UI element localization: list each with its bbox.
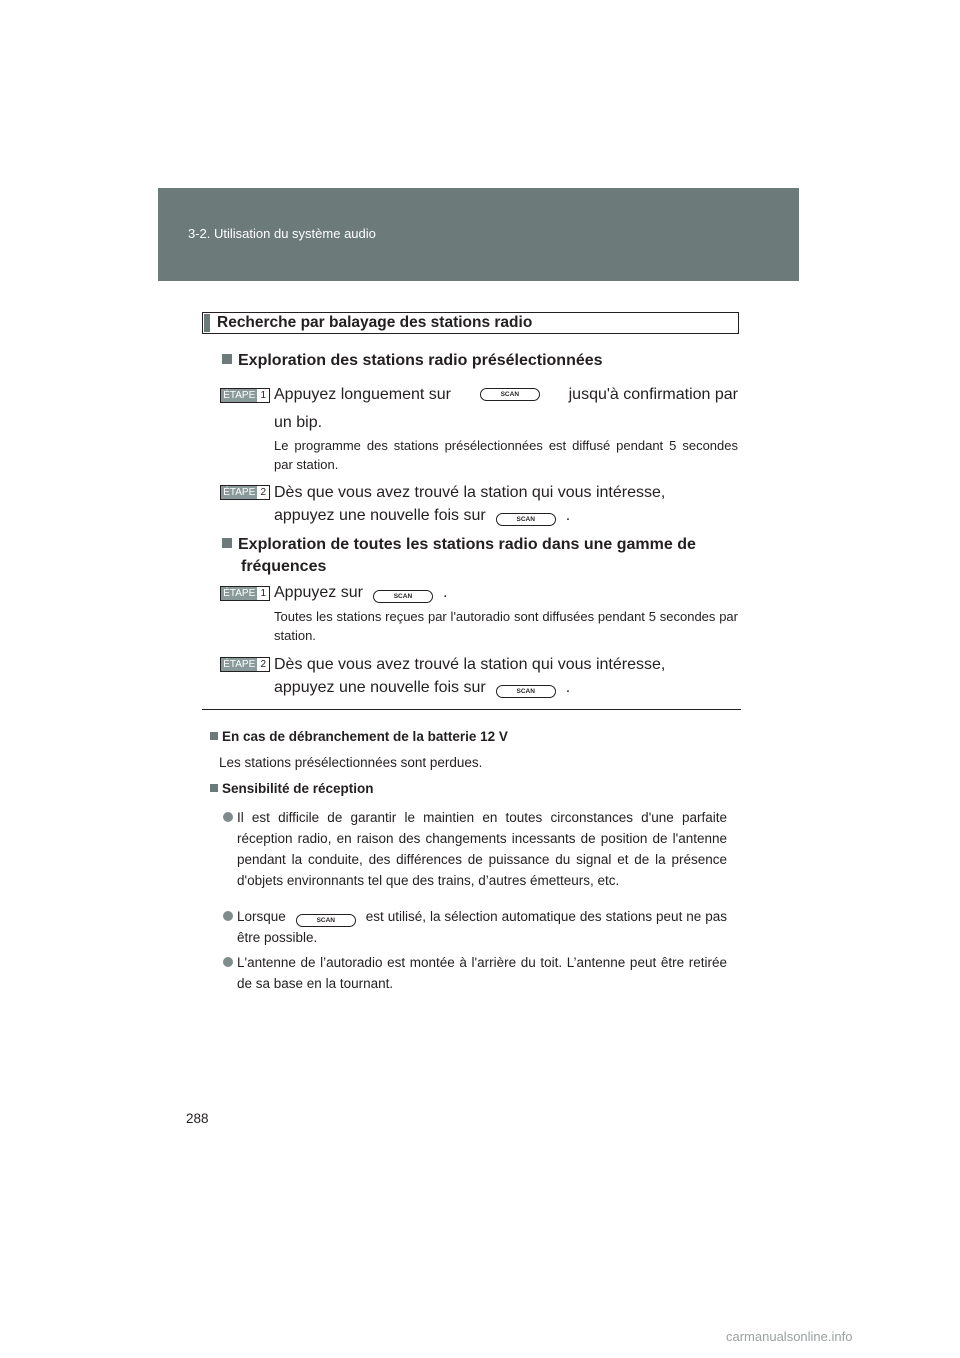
list-item: L'antenne de l’autoradio est montée à l'arrière du toit. L’antenne peut être retirée de sa base en la tournant.: [223, 952, 727, 994]
step-instruction: Dès que vous avez trouvé la station qui vous intéresse, appuyez une nouvelle fois sur SCAN .: [274, 484, 666, 524]
chapter-header: [158, 188, 799, 281]
section-title-bar: [204, 314, 210, 332]
watermark: carmanualsonline.info: [726, 1329, 853, 1344]
section-title: [202, 312, 739, 334]
info-title-battery: En cas de débranchement de la batterie 12 V: [210, 727, 508, 746]
round-bullet-icon: [223, 957, 233, 967]
square-bullet-icon: [222, 538, 232, 548]
section-title-text: Recherche par balayage des stations radio: [217, 314, 533, 331]
breadcrumb: 3-2. Utilisation du système audio: [188, 226, 376, 241]
info-title-sensitivity: Sensibilité de réception: [210, 779, 374, 798]
page-number: 288: [186, 1111, 209, 1126]
round-bullet-icon: [223, 812, 233, 822]
step-instruction: Appuyez sur SCAN .: [274, 584, 448, 601]
scan-button-icon: SCAN: [296, 914, 356, 927]
step-badge: ÉTAPE 1: [220, 388, 270, 403]
section-divider: [202, 709, 741, 710]
list-item: Lorsque SCAN est utilisé, la sélection automatique des stations peut ne pas être possible.: [223, 906, 727, 948]
step-badge: ÉTAPE 2: [220, 485, 270, 500]
step-note: Le programme des stations présélectionnées est diffusé pendant 5 secondes par station.: [274, 438, 738, 472]
scan-button-icon: SCAN: [496, 513, 556, 526]
subheading-band-scan: Exploration de toutes les stations radio dans une gamme de fréquences: [222, 534, 740, 578]
step-instruction: Dès que vous avez trouvé la station qui vous intéresse, appuyez une nouvelle fois sur SCAN .: [274, 656, 666, 696]
step-badge: ÉTAPE 1: [220, 586, 270, 601]
step-instruction: Appuyez longuement sur SCAN jusqu'à confirmation par un bip.: [274, 386, 738, 431]
scan-button-icon: SCAN: [480, 388, 540, 401]
subheading-preset-scan: Exploration des stations radio présélectionnées: [222, 350, 603, 372]
list-item: Il est difficile de garantir le maintien en toutes circonstances d'une parfaite réception radio, en raison des changements incessants de position de l'antenne pendant la conduite, des différences de puissance du signal et de la présence d'objets environnants tel que des trains, d’autres émetteurs, etc.: [223, 807, 727, 891]
step-note: Toutes les stations reçues par l'autoradio sont diffusées pendant 5 secondes par station.: [274, 609, 738, 643]
step-badge: ÉTAPE 2: [220, 657, 270, 672]
info-text-battery: Les stations présélectionnées sont perdues.: [219, 755, 483, 770]
square-bullet-icon: [210, 732, 218, 740]
scan-button-icon: SCAN: [373, 590, 433, 603]
round-bullet-icon: [223, 911, 233, 921]
square-bullet-icon: [222, 354, 232, 364]
square-bullet-icon: [210, 784, 218, 792]
scan-button-icon: SCAN: [496, 685, 556, 698]
